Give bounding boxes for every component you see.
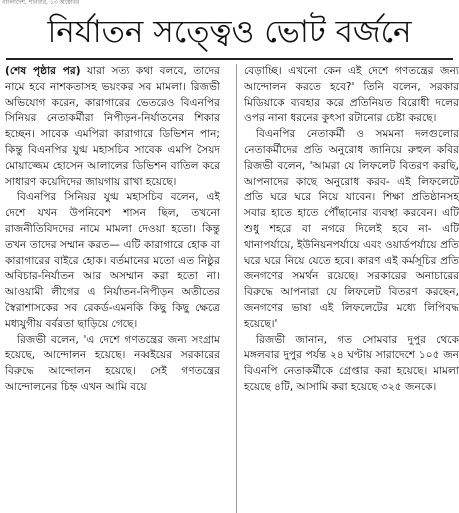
paragraph-5: বিএনপির নেতাকর্মী ও সমমনা দলগুলোর নেতাকর্মীদের প্রতি অনুরোধ জানিয়ে রুহুল কবির রিজভী বলেন, 'আমরা যে লিফলেট বিতরণ করছি, আপনাদের কাছে অনুরোধ করব- এই লিফলেটে প্রতি ঘরে ঘরে নিয়ে যাবেন। শিক্ষা প্রতিষ্ঠানসহ সবার হাতে হাতে পৌঁছানোর ব্যবস্থা করবেন। এটি শুধু শহরে বা নগরে দিলেই হবে না- এটি থানাপর্যায়ে, ইউনিয়নপর্যায়ে এবং ওয়ার্ডপর্যায়ে প্রতি ঘরে ঘরে নিয়ে যেতে হবে। কারণ এই কর্মসূচির প্রতি জনগণের সমর্থন রয়েছে। সরকারের অনাচারের বিরুদ্ধে আপনারা যে লিফলেট বিতরণ করছেন, জনগণের ভাষা এই লিফলেটের মধ্যে লিপিবদ্ধ হয়েছে।' <box>244 128 459 330</box>
headline: নির্যাতন সত্ত্বেও ভোট বর্জনে <box>47 14 412 50</box>
header-fragment: বাংলাদেশ, শনিবার, ১৩ অক্টোবর <box>2 0 80 6</box>
right-column <box>244 64 459 513</box>
paragraph-6: রিজভী জানান, গত সোমবার দুপুর থেকে মঙ্গলবার দুপুর পর্যন্ত ২৪ ঘণ্টায় সারাদেশে ১০৫ জন বিএনপি নেতাকর্মীকে গ্রেপ্তার করা হয়েছে। মামলা হয়েছে ৪টি, আসামি করা হয়েছে ৩২৫ জনকে। <box>244 333 459 393</box>
headline-rule <box>6 58 453 60</box>
left-column <box>5 64 220 513</box>
paragraph-2: বিএনপির সিনিয়র যুগ্ম মহাসচিব বলেন, এই দেশে যখন উপনিবেশ শাসন ছিল, তখনো রাজনীতিবিদদের নামে মামলা দেওয়া হতো। কিন্তু তখন তাদের সম্মান করত— এটি কারাগারে হোক বা কারাগারের বাইরে হোক। বর্তমানের মতো এত নিষ্ঠুর অবিচার-নির্যাতন আর অসম্মান করা হতো না। আওয়ামী লীগের এ নির্যাতন-নিপীড়ন অতীতের স্বৈরাশাসকের সব রেকর্ড-এমনকি কিছু কিছু ক্ষেত্রে মধ্যযুগীয় বর্বরতা ছাড়িয়ে গেছে। <box>5 191 220 330</box>
paragraph-3: রিজভী বলেন, 'এ দেশে গণতন্ত্রের জন্য সংগ্রাম হয়েছে, আন্দোলন হয়েছে। নব্বইয়ের সরকারের বিরুদ্ধে আন্দোলন হয়েছে। সেই গণতন্ত্রের আন্দোলনের চিহ্ন এখন আমি বয়ে <box>5 333 220 393</box>
kicker: (শেষ পৃষ্ঠার পর) <box>5 65 81 77</box>
paragraph-4: বেড়াচ্ছি। এখনো কেন এই দেশে গণতন্ত্রের জন্য আন্দোলন করতে হবে?' তিনি বলেন, সরকার মিডিয়াকে ব্যবহার করে প্রতিনিয়ত বিরোধী দলের ওপর নানা ধরনের কুৎসা রটানোর চেষ্টা করছে। <box>244 65 459 125</box>
column-divider <box>236 64 237 513</box>
paragraph-1 <box>5 64 220 190</box>
paragraph-1-text: যারা সত্য কথা বলবে, তাদের নামে হবে নাশকতাসহ ভয়ংকর সব মামলা। রিজভী অভিযোগ করেন, কারাগারের ভেতরেও বিএনপির সিনিয়র নেতাকর্মীরা নিপীড়ন-নির্যাতনের শিকার হচ্ছেন। সাবেক এমপিরা কারাগারে ডিভিশন পান; কিন্তু বিএনপির যুগ্ম মহাসচিব সাবেক এমপি সৈয়দ মোয়াজ্জেম হোসেন আলালের ডিভিশন বাতিল করে সাধারণ কয়েদিদের জায়গায় রাখা হয়েছে। <box>5 65 220 188</box>
